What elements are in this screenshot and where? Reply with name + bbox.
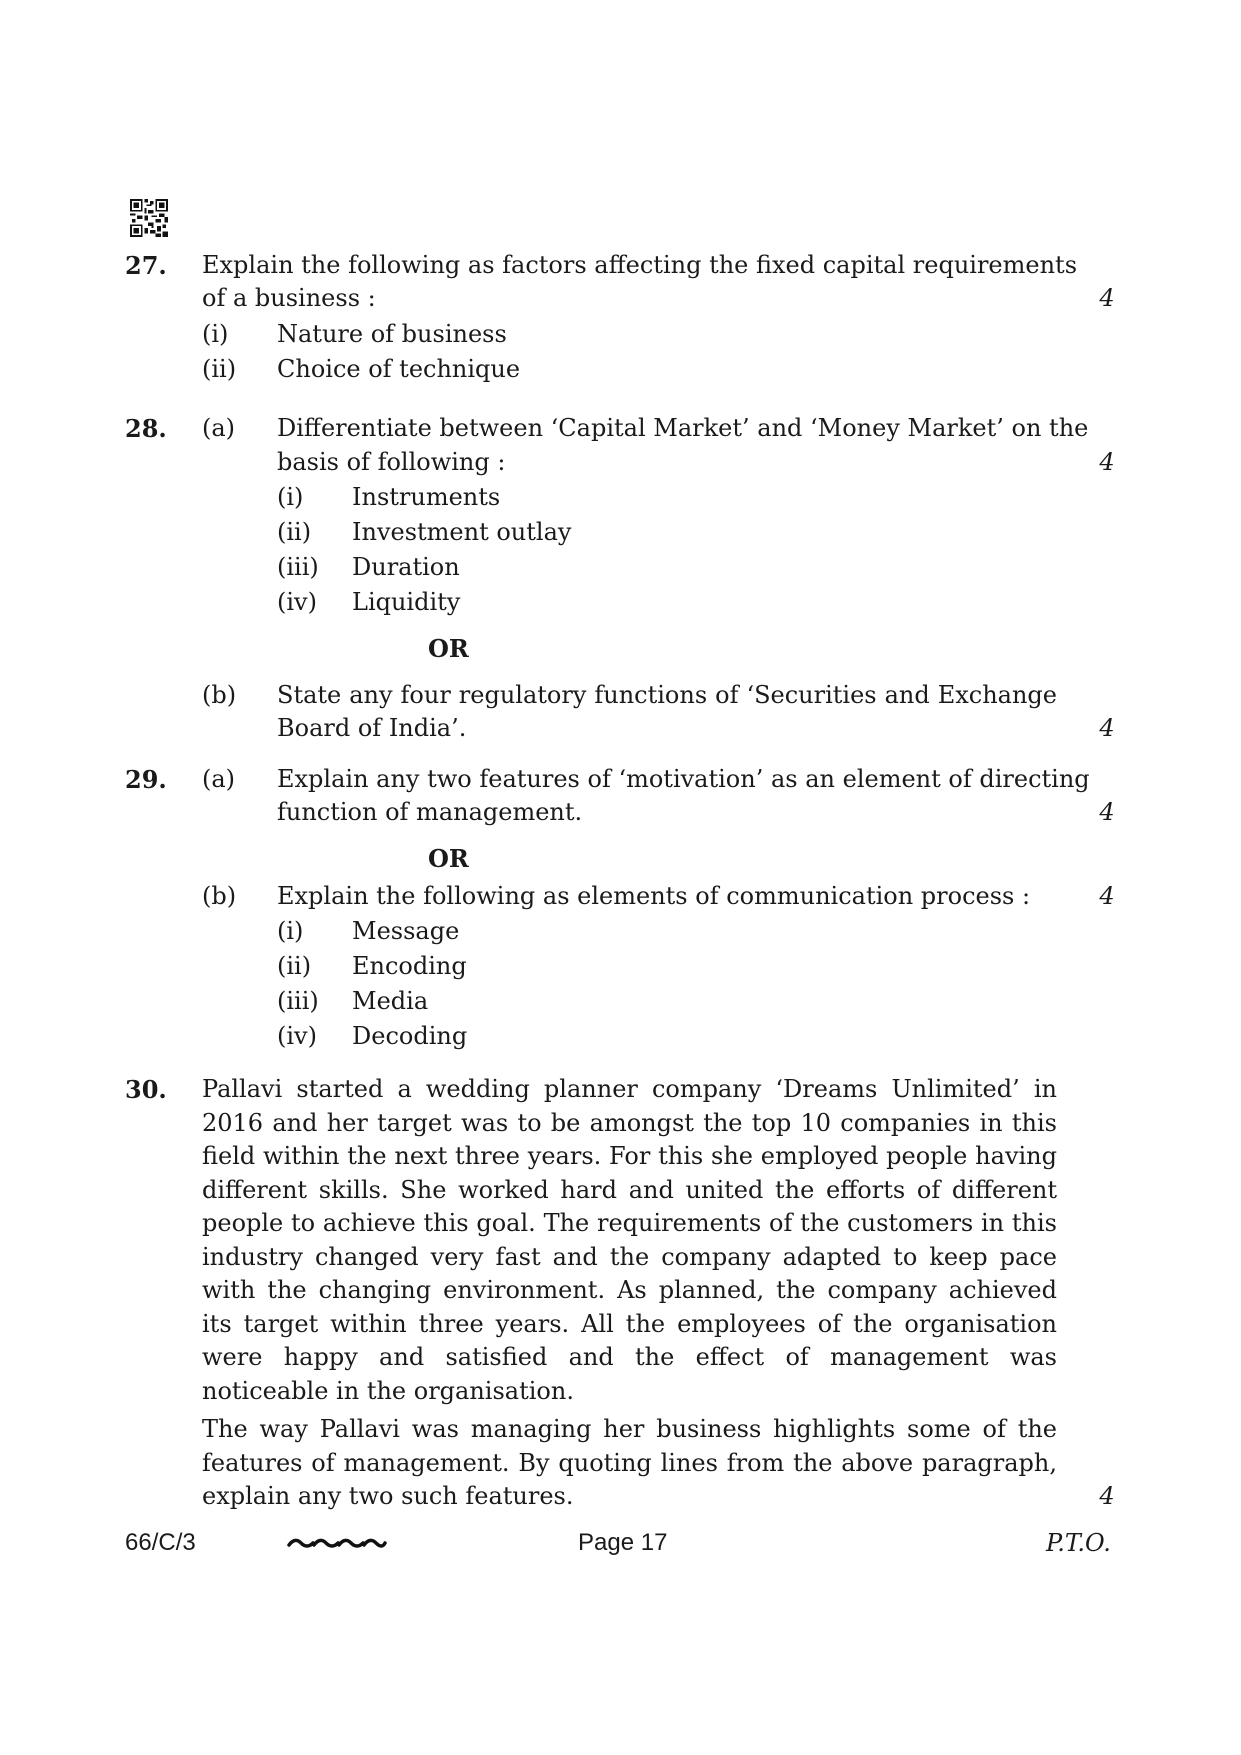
item-label: (iii) — [277, 987, 319, 1015]
option-label: (b) — [202, 681, 237, 709]
question-text-line: Differentiate between ‘Capital Market’ and ‘Money Market’ on the — [277, 414, 1089, 442]
item-text: Message — [352, 917, 460, 945]
item-text: Instruments — [352, 483, 501, 511]
item-text: Liquidity — [352, 588, 461, 616]
case-paragraph: Pallavi started a wedding planner company ‘Dreams Unlimited’ in 2016 and her target was to be amongst the top 10 companies in this field within the next three years. For this she employed people having different skills. She worked hard and united the efforts of different people to achieve this goal. The requirements of the customers in this industry changed very fast and the company adapted to keep pace with the changing environment. As planned, the company achieved its target within three years. All the employees of the organisation were happy and satisfied and the effect of management was noticeable in the organisation. — [202, 1075, 1057, 1405]
item-text: Choice of technique — [277, 355, 521, 383]
please-turn-over: P.T.O. — [1046, 1529, 1111, 1557]
question-text-line: function of management. — [277, 798, 583, 826]
qr-code-icon — [130, 199, 168, 237]
question-text-line: basis of following : — [277, 448, 506, 476]
marks: 4 — [1099, 1482, 1115, 1510]
marks: 4 — [1099, 284, 1115, 312]
or-separator: OR — [428, 844, 469, 873]
question-text-line: Explain any two features of ‘motivation’ as an element of directing — [277, 765, 1090, 793]
or-separator: OR — [428, 634, 469, 663]
option-label: (a) — [202, 765, 236, 793]
item-label: (iv) — [277, 1022, 317, 1050]
marks: 4 — [1099, 714, 1115, 742]
wave-decoration-icon — [287, 1535, 387, 1551]
question-number: 27. — [125, 251, 167, 280]
item-text: Encoding — [352, 952, 467, 980]
item-text: Decoding — [352, 1022, 468, 1050]
question-number: 28. — [125, 414, 167, 443]
question-text-line: explain any two such features. — [202, 1482, 574, 1510]
item-label: (ii) — [277, 952, 312, 980]
marks: 4 — [1099, 448, 1115, 476]
item-label: (iii) — [277, 553, 319, 581]
item-label: (iv) — [277, 588, 317, 616]
paper-code: 66/C/3 — [125, 1529, 196, 1556]
item-label: (i) — [277, 917, 304, 945]
page-number: Page 17 — [578, 1529, 668, 1556]
item-text: Investment outlay — [352, 518, 572, 546]
option-label: (a) — [202, 414, 236, 442]
question-text-line: State any four regulatory functions of ‘Securities and Exchange — [277, 681, 1057, 709]
question-text-line: Board of India’. — [277, 714, 467, 742]
question-text-line: of a business : — [202, 284, 376, 312]
question-text-line: The way Pallavi was managing her business highlights some of the — [202, 1415, 1057, 1443]
item-text: Duration — [352, 553, 460, 581]
item-text: Nature of business — [277, 320, 507, 348]
question-text-line: features of management. By quoting lines from the above paragraph, — [202, 1449, 1057, 1477]
item-label: (i) — [202, 320, 229, 348]
item-label: (ii) — [202, 355, 237, 383]
question-text-line: Explain the following as factors affecting the fixed capital requirements — [202, 251, 1078, 279]
item-label: (i) — [277, 483, 304, 511]
question-text-line: Explain the following as elements of communication process : — [277, 882, 1031, 910]
question-number: 29. — [125, 765, 167, 794]
question-number: 30. — [125, 1075, 167, 1104]
item-text: Media — [352, 987, 429, 1015]
marks: 4 — [1099, 798, 1115, 826]
marks: 4 — [1099, 882, 1115, 910]
item-label: (ii) — [277, 518, 312, 546]
option-label: (b) — [202, 882, 237, 910]
